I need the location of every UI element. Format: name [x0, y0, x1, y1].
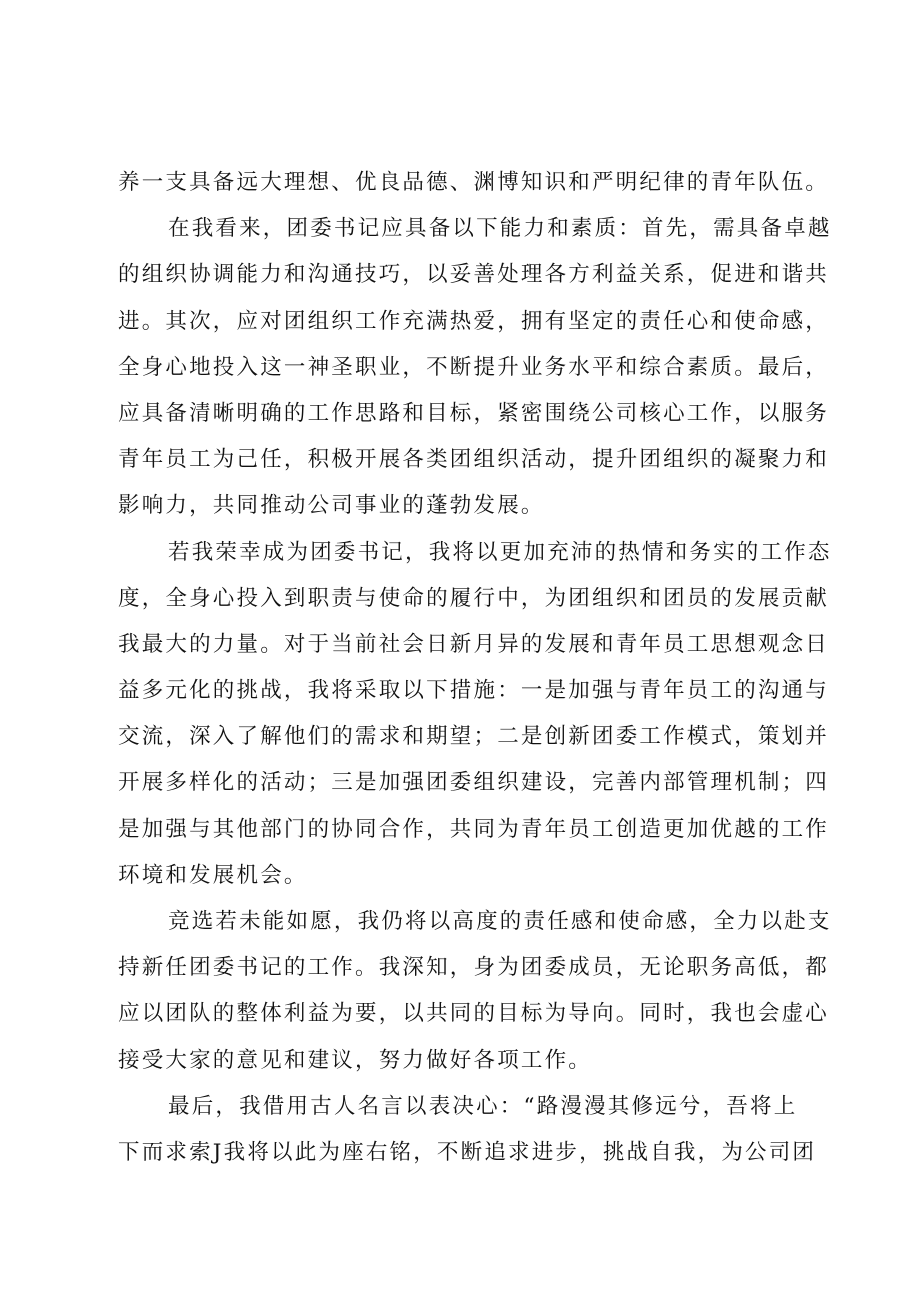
text-line: 进。其次，应对团组织工作充满热爱，拥有坚定的责任心和使命感，: [118, 308, 830, 334]
paragraph-start-line: 在我看来，团委书记应具备以下能力和素质：首先，需具备卓越: [168, 216, 832, 242]
document-body: [118, 160, 832, 1176]
text-line: 持新任团委书记的工作。我深知，身为团委成员，无论职务高低，都: [118, 955, 830, 981]
text-line: 应具备清晰明确的工作思路和目标，紧密围绕公司核心工作，以服务: [118, 400, 830, 426]
text-line: 环境和发展机会。: [118, 862, 308, 888]
text-line: 的组织协调能力和沟通技巧，以妥善处理各方利益关系，促进和谐共: [118, 262, 830, 288]
text-line: 应以团队的整体利益为要，以共同的目标为导向。同时，我也会虚心: [118, 1001, 830, 1027]
text-line: 全身心地投入这一神圣职业，不断提升业务水平和综合素质。最后，: [118, 354, 830, 380]
text-line: 交流，深入了解他们的需求和期望；二是创新团委工作模式，策划并: [118, 724, 830, 750]
text-line: 益多元化的挑战，我将采取以下措施：一是加强与青年员工的沟通与: [118, 678, 830, 704]
text-line: 下而求索J我将以此为座右铭，不断追求进步，挑战自我，为公司团: [118, 1139, 817, 1165]
paragraph-start-line: 最后，我借用古人名言以表决心：“路漫漫其修远兮，吾将上: [168, 1093, 798, 1119]
text-line: 我最大的力量。对于当前社会日新月异的发展和青年员工思想观念日: [118, 631, 830, 657]
text-line: 养一支具备远大理想、优良品德、渊博知识和严明纪律的青年队伍。: [118, 170, 830, 195]
text-line: 开展多样化的活动；三是加强团委组织建设，完善内部管理机制；四: [118, 770, 830, 796]
text-line: 度，全身心投入到职责与使命的履行中，为团组织和团员的发展贡献: [118, 585, 830, 611]
text-line: 接受大家的意见和建议，努力做好各项工作。: [118, 1047, 593, 1073]
text-line: 是加强与其他部门的协同合作，共同为青年员工创造更加优越的工作: [118, 816, 830, 842]
text-line: 青年员工为己任，积极开展各类团组织活动，提升团组织的凝聚力和: [118, 447, 830, 473]
text-line: 影响力，共同推动公司事业的蓬勃发展。: [118, 493, 545, 519]
paragraph-start-line: 竞选若未能如愿，我仍将以高度的责任感和使命感，全力以赴支: [168, 909, 832, 934]
paragraph-start-line: 若我荣幸成为团委书记，我将以更加充沛的热情和务实的工作态: [168, 539, 832, 565]
